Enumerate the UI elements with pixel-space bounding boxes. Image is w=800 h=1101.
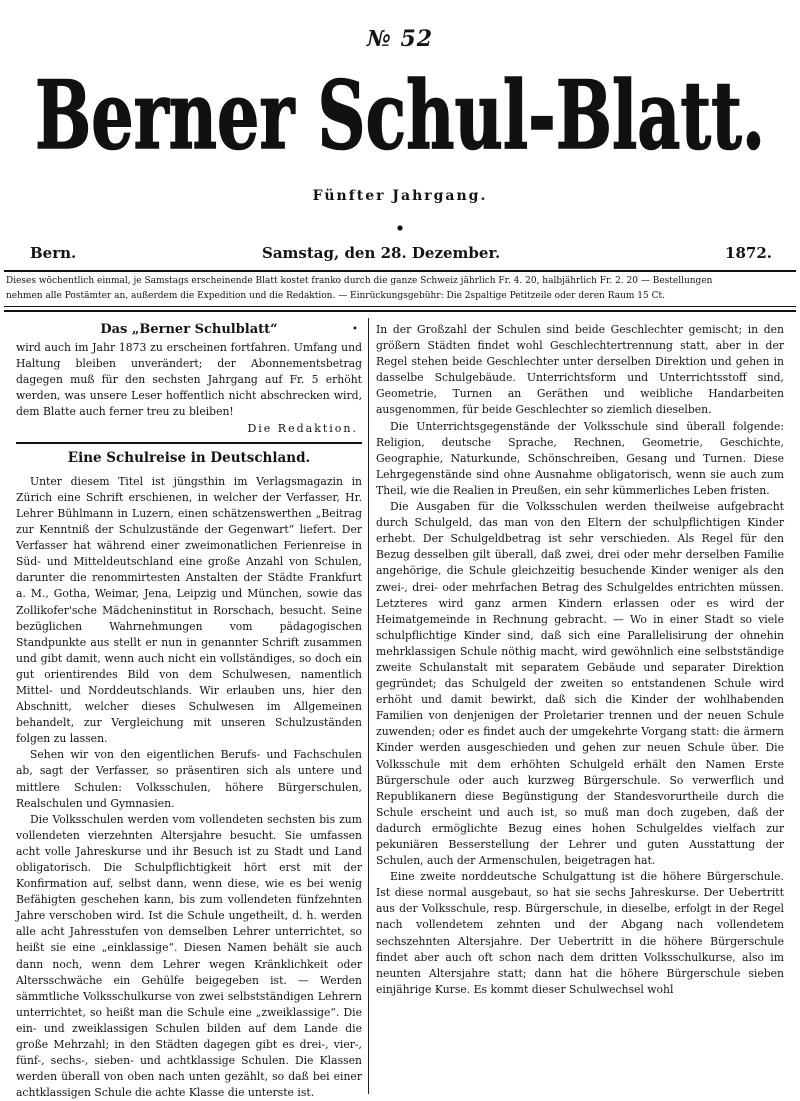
dateline-place: Bern. xyxy=(30,244,77,262)
dateline-date: Samstag, den 28. Dezember. xyxy=(262,244,501,262)
column-divider xyxy=(368,318,369,1094)
issue-number: № 52 xyxy=(366,26,434,52)
article-paragraph-3: Die Volksschulen werden vom vollendeten sechsten bis zum vollendeten vierzehnten Altersjahre besucht. Sie umfassen acht volle Jahreskurse und ihr Besuch ist zu Stadt und Land obligatorisch. Die Schulpflichtigkeit hört erst mit der Konfirmation auf, selbst dann, wenn diese, wie es bei wenig Befähigten geschehen kann, bis zum vollendeten fünfzehnten Jahre verschoben wird. Ist die Schule ungetheilt, d. h. werden alle acht Jahresstufen von demselben Lehrer unterrichtet, so heißt sie eine „einklassige“. Diesen Namen behält sie auch dann noch, wenn dem Lehrer wegen Kränklichkeit oder Altersschwäche ein Gehülfe beigegeben ist. — Werden sämmtliche Volksschulkurse von zwei selbstständigen Lehrern unterrichtet, so heißt man die Schule eine „zweiklassige“. Die ein- und zweiklassigen Schulen bilden auf dem Lande die große Mehrzahl; in den Städten dagegen gibt es drei-, vier-, fünf-, sechs-, sieben- und achtklassige Schulen. Die Klassen werden überall von oben nach unten gezählt, so daß bei einer achtklassigen Schule die achte Klasse die unterste ist. xyxy=(16,812,362,1100)
announcement-heading: Das „Berner Schulblatt“ xyxy=(100,322,278,337)
right-column xyxy=(376,322,784,1092)
article-paragraph-4: In der Großzahl der Schulen sind beide Geschlechter gemischt; in den größern Städten findet wohl Geschlechtertrennung statt, aber in der Regel stehen beide Geschlechter unter derselben Direktion und gehen in dasselbe Schulgebäude. Unterrichtsform und Unterrichtsstoff sind, Geometrie, Turnen an Geräthen und weibliche Handarbeiten ausgenommen, für beide Geschlechter so ziemlich dieselben. xyxy=(376,323,784,417)
left-column xyxy=(16,322,362,1100)
article-paragraph-5: Die Unterrichtsgegenstände der Volksschule sind überall folgende: Religion, deutsche Sprache, Rechnen, Geometrie, Geschichte, Geographie, Naturkunde, Schönschreiben, Gesang und Turnen. Diese Lehrgegenstände sind ohne Ausnahme obligatorisch, wenn sie auch zum Theil, wie die Realien in Preußen, ein sehr kümmerliches Leben fristen. xyxy=(376,419,784,497)
dateline-year: 1872. xyxy=(725,244,772,262)
notice-rule-thin xyxy=(4,306,796,307)
top-rule xyxy=(4,270,796,272)
notice-line-1: Dieses wöchentlich einmal, je Samstags erscheinende Blatt kostet franko durch die ganze Schweiz jährlich Fr. 4. 20, halbjährlich Fr. 2. 20 — Bestellungen xyxy=(6,276,713,286)
announcement-body: wird auch im Jahr 1873 zu erscheinen fortfahren. Umfang und Haltung bleiben unverändert; der Abonnementsbetrag dagegen muß für den sechsten Jahrgang auf Fr. 5 erhöht werden, was unsere Leser hoffentlich nicht abschrecken wird, dem Blatte auch ferner treu zu bleiben! xyxy=(16,341,362,419)
volume-subtitle: Fünfter Jahrgang. xyxy=(312,188,488,204)
bullet-mark: • xyxy=(352,324,358,335)
article-paragraph-1: Unter diesem Titel ist jüngsthin im Verlagsmagazin in Zürich eine Schrift erschienen, in welcher der Verfasser, Hr. Lehrer Bühlmann in Luzern, einen schätzenswerthen „Beitrag zur Kenntniß der Schulzustände der Gegenwart“ liefert. Der Verfasser hat während einer zweimonatlichen Ferienreise in Süd- und Mitteldeutschland eine große Anzahl von Schulen, darunter die renommirtesten Anstalten der Städte Frankfurt a. M., Gotha, Weimar, Jena, Leipzig und München, sowie das Zollikofer'sche Mädcheninstitut in Rorschach, besucht. Seine bezüglichen Wahrnehmungen vom pädagogischen Standpunkte aus stellt er nun in genannter Schrift zusammen und gibt damit, wenn auch nicht ein vollständiges, so doch ein gut orientirendes Bild von dem Schulwesen, namentlich Mittel- und Norddeutschlands. Wir erlauben uns, hier den Abschnitt, welcher dieses Schulwesen im Allgemeinen behandelt, zur Vergleichung mit unseren Schulzuständen folgen zu lassen. xyxy=(16,474,362,746)
notice-rule-thick xyxy=(4,310,796,312)
article-paragraph-6: Die Ausgaben für die Volksschulen werden theilweise aufgebracht durch Schulgeld, das man von den Eltern der schulpflichtigen Kinder erhebt. Der Schulgeldbetrag ist sehr verschieden. Als Regel für den Bezug desselben gilt überall, daß zwei, drei oder mehr derselben Familie angehörige, die Schule gleichzeitig besuchende Kinder weniger als den zwei-, drei- oder mehrfachen Betrag des Schulgeldes entrichten müssen. Letzteres wird ganz armen Kindern erlassen oder es wird der Heimatgemeinde in Rechnung gebracht. — Wo in einer Stadt so viele schulpflichtige Kinder sind, daß sich eine Parallelisirung der ohnehin mehrklassigen Schule nöthig macht, wird gewöhnlich eine selbstständige zweite Schulanstalt mit separatem Gebäude und separater Direktion gegründet; das Schulgeld der zweiten so entstandenen Schule wird erhöht und damit bewirkt, daß sich die Kinder der wohlhabenden Familien von denjenigen der Proletarier trennen und der neuen Schule zuwenden; oder es findet auch der umgekehrte Vorgang statt: die ärmern Kinder werden ausgeschieden und gehen zur neuen Schule über. Die Volksschule mit dem erhöhten Schulgeld erhält den Namen Erste Bürgerschule oder auch kurzweg Bürgerschule. So verwerflich und Republikanern diese Begünstigung der Standesvorurtheile durch die Schule erscheint und auch ist, so muß man doch zugeben, daß der dadurch ermöglichte Bezug eines hohen Schulgeldes vielfach zur pekuniären Besserstellung der Lehrer und guten Ausstattung der Schulen, auch der Armenschulen, beigetragen hat. xyxy=(376,500,784,868)
masthead-title-text: Berner Schul-Blatt. xyxy=(35,61,765,171)
article-heading: Eine Schulreise in Deutschland. xyxy=(67,449,311,466)
announcement-signature: Die Redaktion. xyxy=(247,421,358,435)
subscription-notice xyxy=(6,274,794,304)
notice-line-2: nehmen alle Postämter an, außerdem die Expedition und die Redaktion. — Einrückungsgebühr: Die 2spaltige Petitzeile oder deren Raum 15 Ct. xyxy=(6,291,665,301)
masthead-title-svg xyxy=(0,62,800,172)
ornament-dot-icon xyxy=(394,222,406,234)
article-paragraph-7: Eine zweite norddeutsche Schulgattung ist die höhere Bürgerschule. Ist diese normal ausgebaut, so hat sie sechs Jahreskurse. Der Uebertritt aus der Volksschule, resp. Bürgerschule, in dieselbe, erfolgt in der Regel nach vollendetem zehnten und der Abgang nach vollendetem sechszehnten Altersjahre. Der Uebertritt in die höhere Bürgerschule findet aber auch oft schon nach dem dritten Volksschulkurse, also im neunten Altersjahre statt; dann hat die höhere Bürgerschule sieben einjährige Kurse. Es kommt dieser Schulwechsel wohl xyxy=(376,870,784,996)
article-separator xyxy=(16,442,362,444)
masthead-title xyxy=(0,62,800,172)
article-paragraph-2: Sehen wir von den eigentlichen Berufs- und Fachschulen ab, sagt der Verfasser, so präsentiren sich als untere und mittlere Schulen: Volksschulen, höhere Bürgerschulen, Realschulen und Gymnasien. xyxy=(16,748,362,810)
